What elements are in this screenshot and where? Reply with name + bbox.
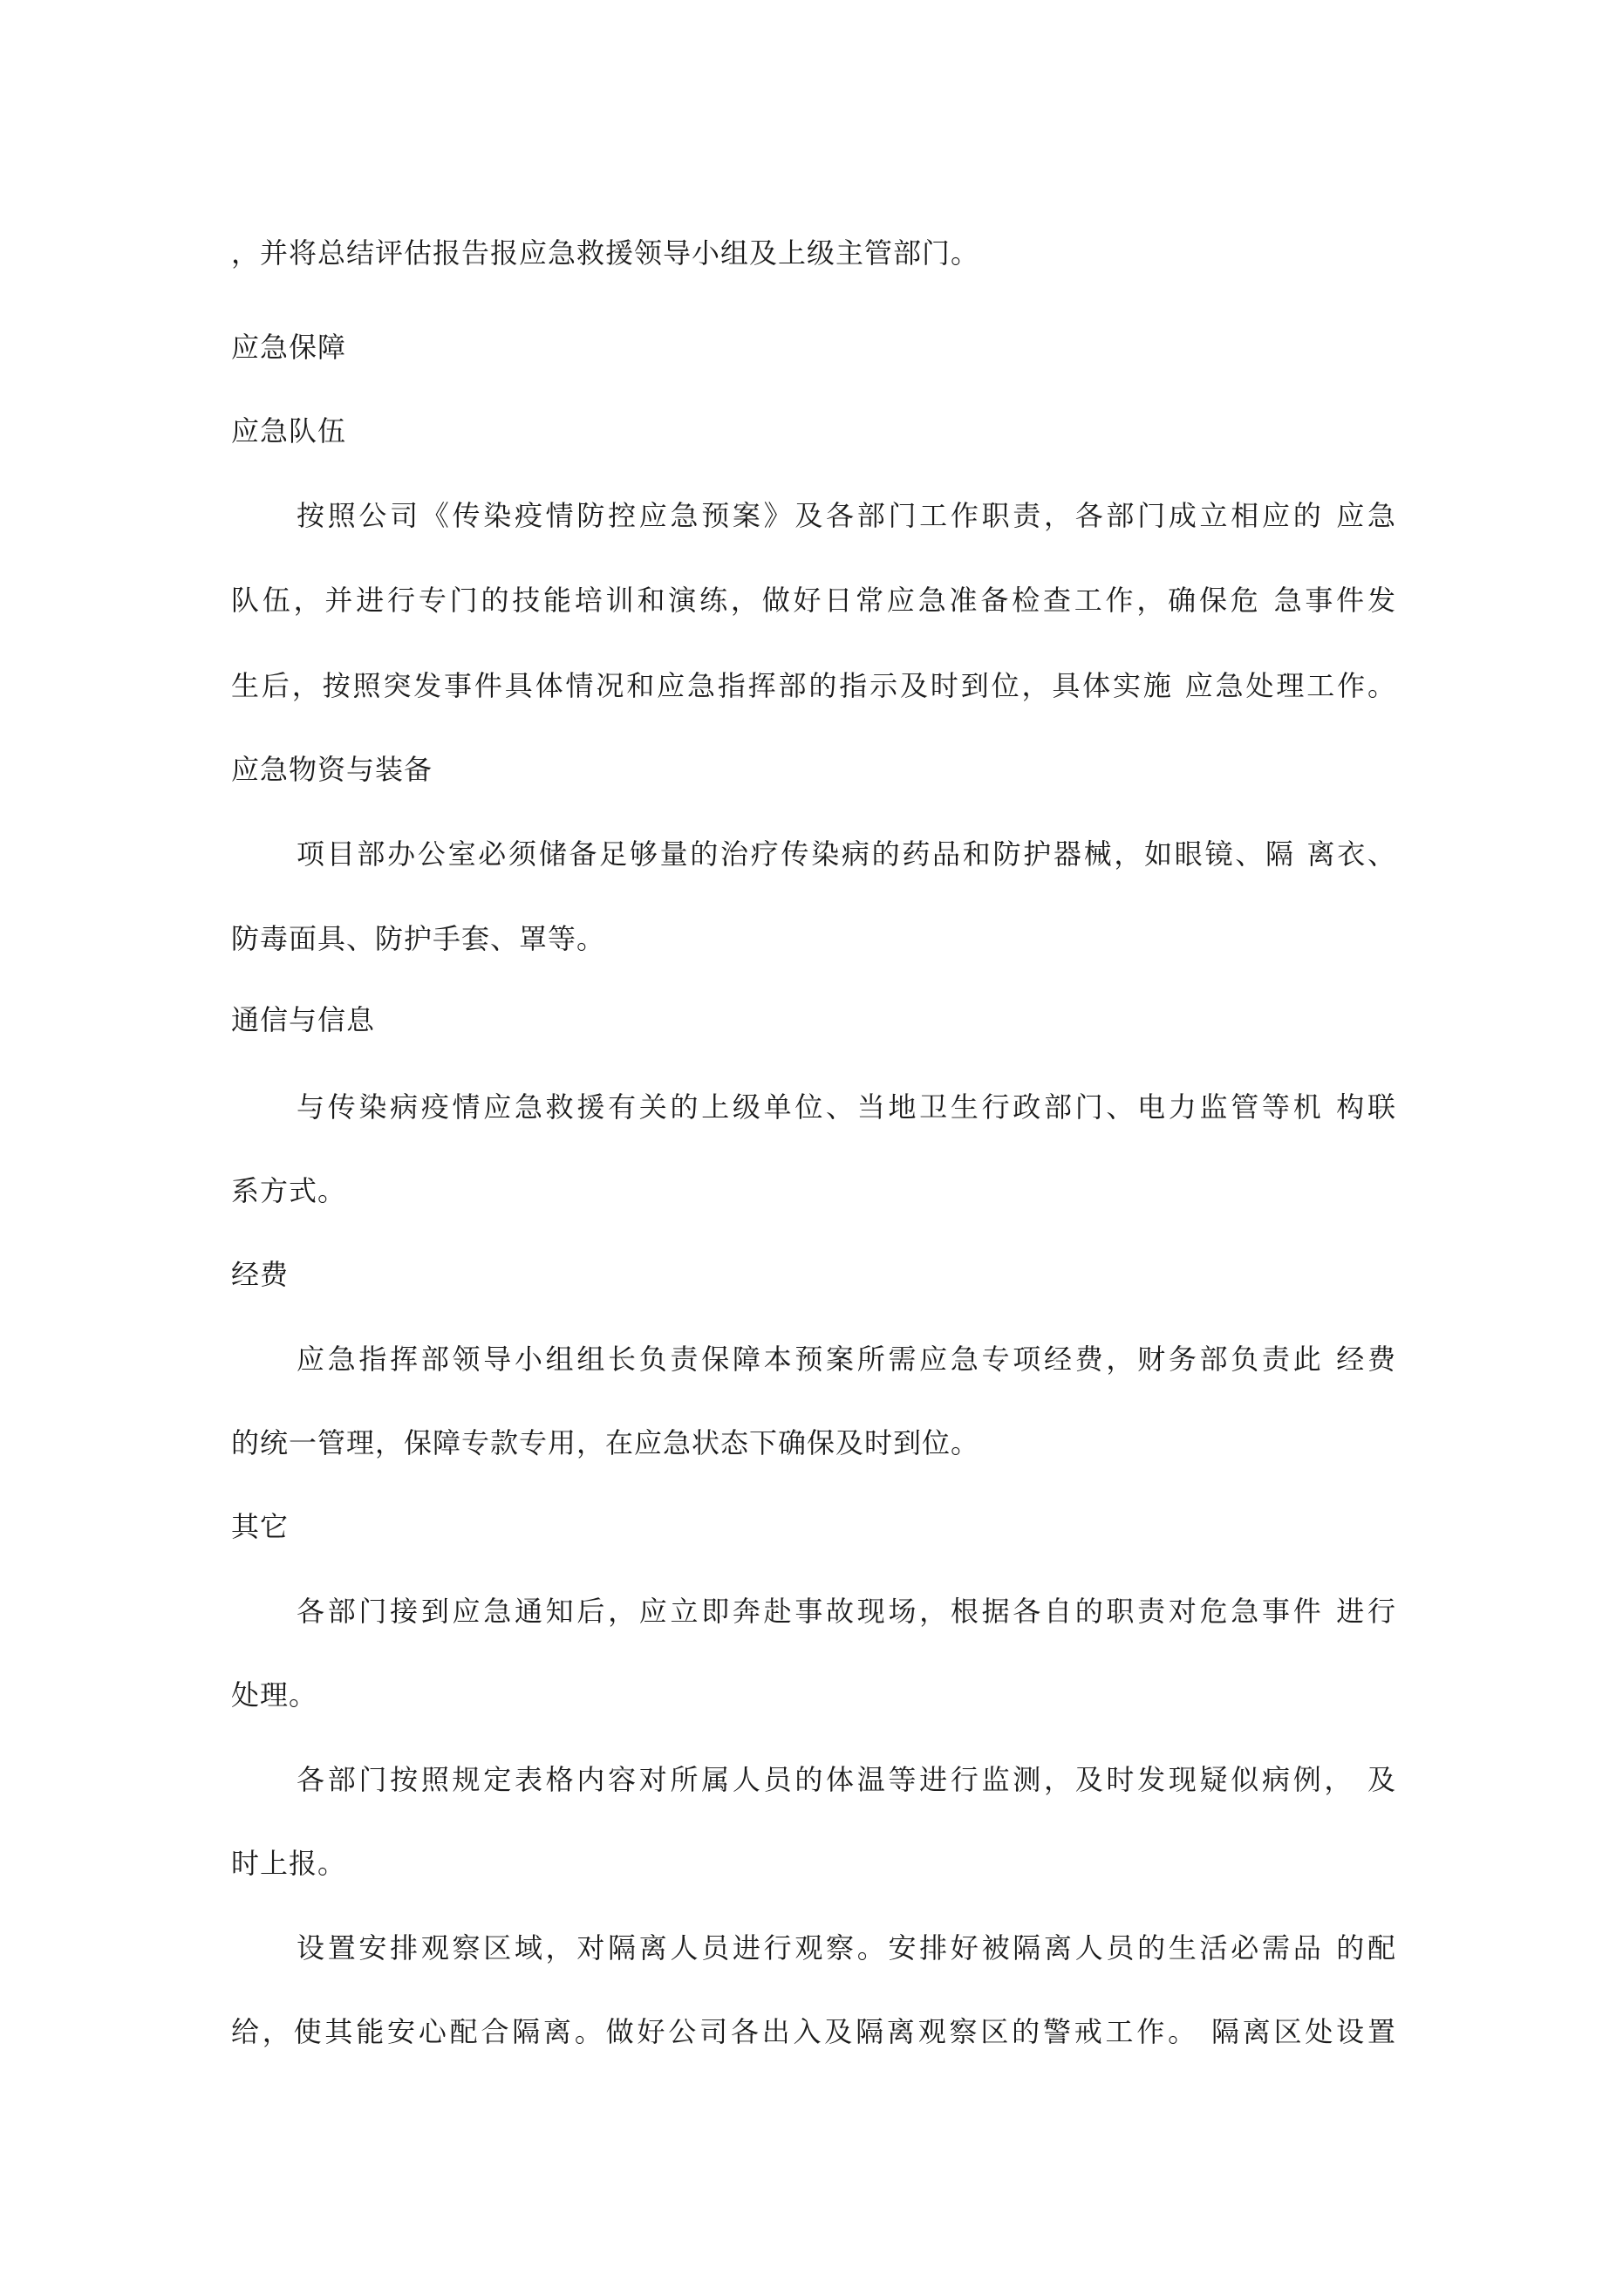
paragraph-line: 防毒面具、防护手套、罩等。 [231,922,606,955]
subsection-heading: 应急队伍 [231,414,347,448]
paragraph-line: 的统一管理，保障专款专用，在应急状态下确保及时到位。 [231,1426,980,1459]
section-heading: 应急保障 [231,331,347,364]
subsection-heading: 应急物资与装备 [231,753,433,786]
paragraph-line: 应急指挥部领导小组组长负责保障本预案所需应急专项经费，财务部负责此 经费 [297,1343,1395,1376]
paragraph-line: 各部门接到应急通知后，应立即奔赴事故现场，根据各自的职责对危急事件 进行 [297,1595,1395,1628]
paragraph-line: 设置安排观察区域，对隔离人员进行观察。安排好被隔离人员的生活必需品 的配 [297,1931,1395,1965]
paragraph-line: 处理。 [231,1678,318,1712]
paragraph-line: 生后，按照突发事件具体情况和应急指挥部的指示及时到位，具体实施 应急处理工作。 [231,669,1395,702]
subsection-heading: 经费 [231,1258,290,1291]
paragraph-line: 项目部办公室必须储备足够量的治疗传染病的药品和防护器械，如眼镜、隔 离衣、 [297,837,1395,871]
paragraph-line: 队伍，并进行专门的技能培训和演练，做好日常应急准备检查工作，确保危 急事件发 [231,584,1395,617]
subsection-heading: 其它 [231,1510,290,1543]
paragraph-line: 给，使其能安心配合隔离。做好公司各出入及隔离观察区的警戒工作。 隔离区处设置 [231,2015,1395,2048]
text-line: ，并将总结评估报告报应急救援领导小组及上级主管部门。 [231,236,980,270]
paragraph-line: 系方式。 [231,1174,347,1207]
paragraph-line: 与传染病疫情应急救援有关的上级单位、当地卫生行政部门、电力监管等机 构联 [297,1090,1395,1124]
paragraph-line: 时上报。 [231,1847,347,1880]
paragraph-line: 各部门按照规定表格内容对所属人员的体温等进行监测，及时发现疑似病例， 及 [297,1763,1395,1796]
subsection-heading: 通信与信息 [231,1003,376,1036]
paragraph-line: 按照公司《传染疫情防控应急预案》及各部门工作职责，各部门成立相应的 应急 [297,499,1395,532]
